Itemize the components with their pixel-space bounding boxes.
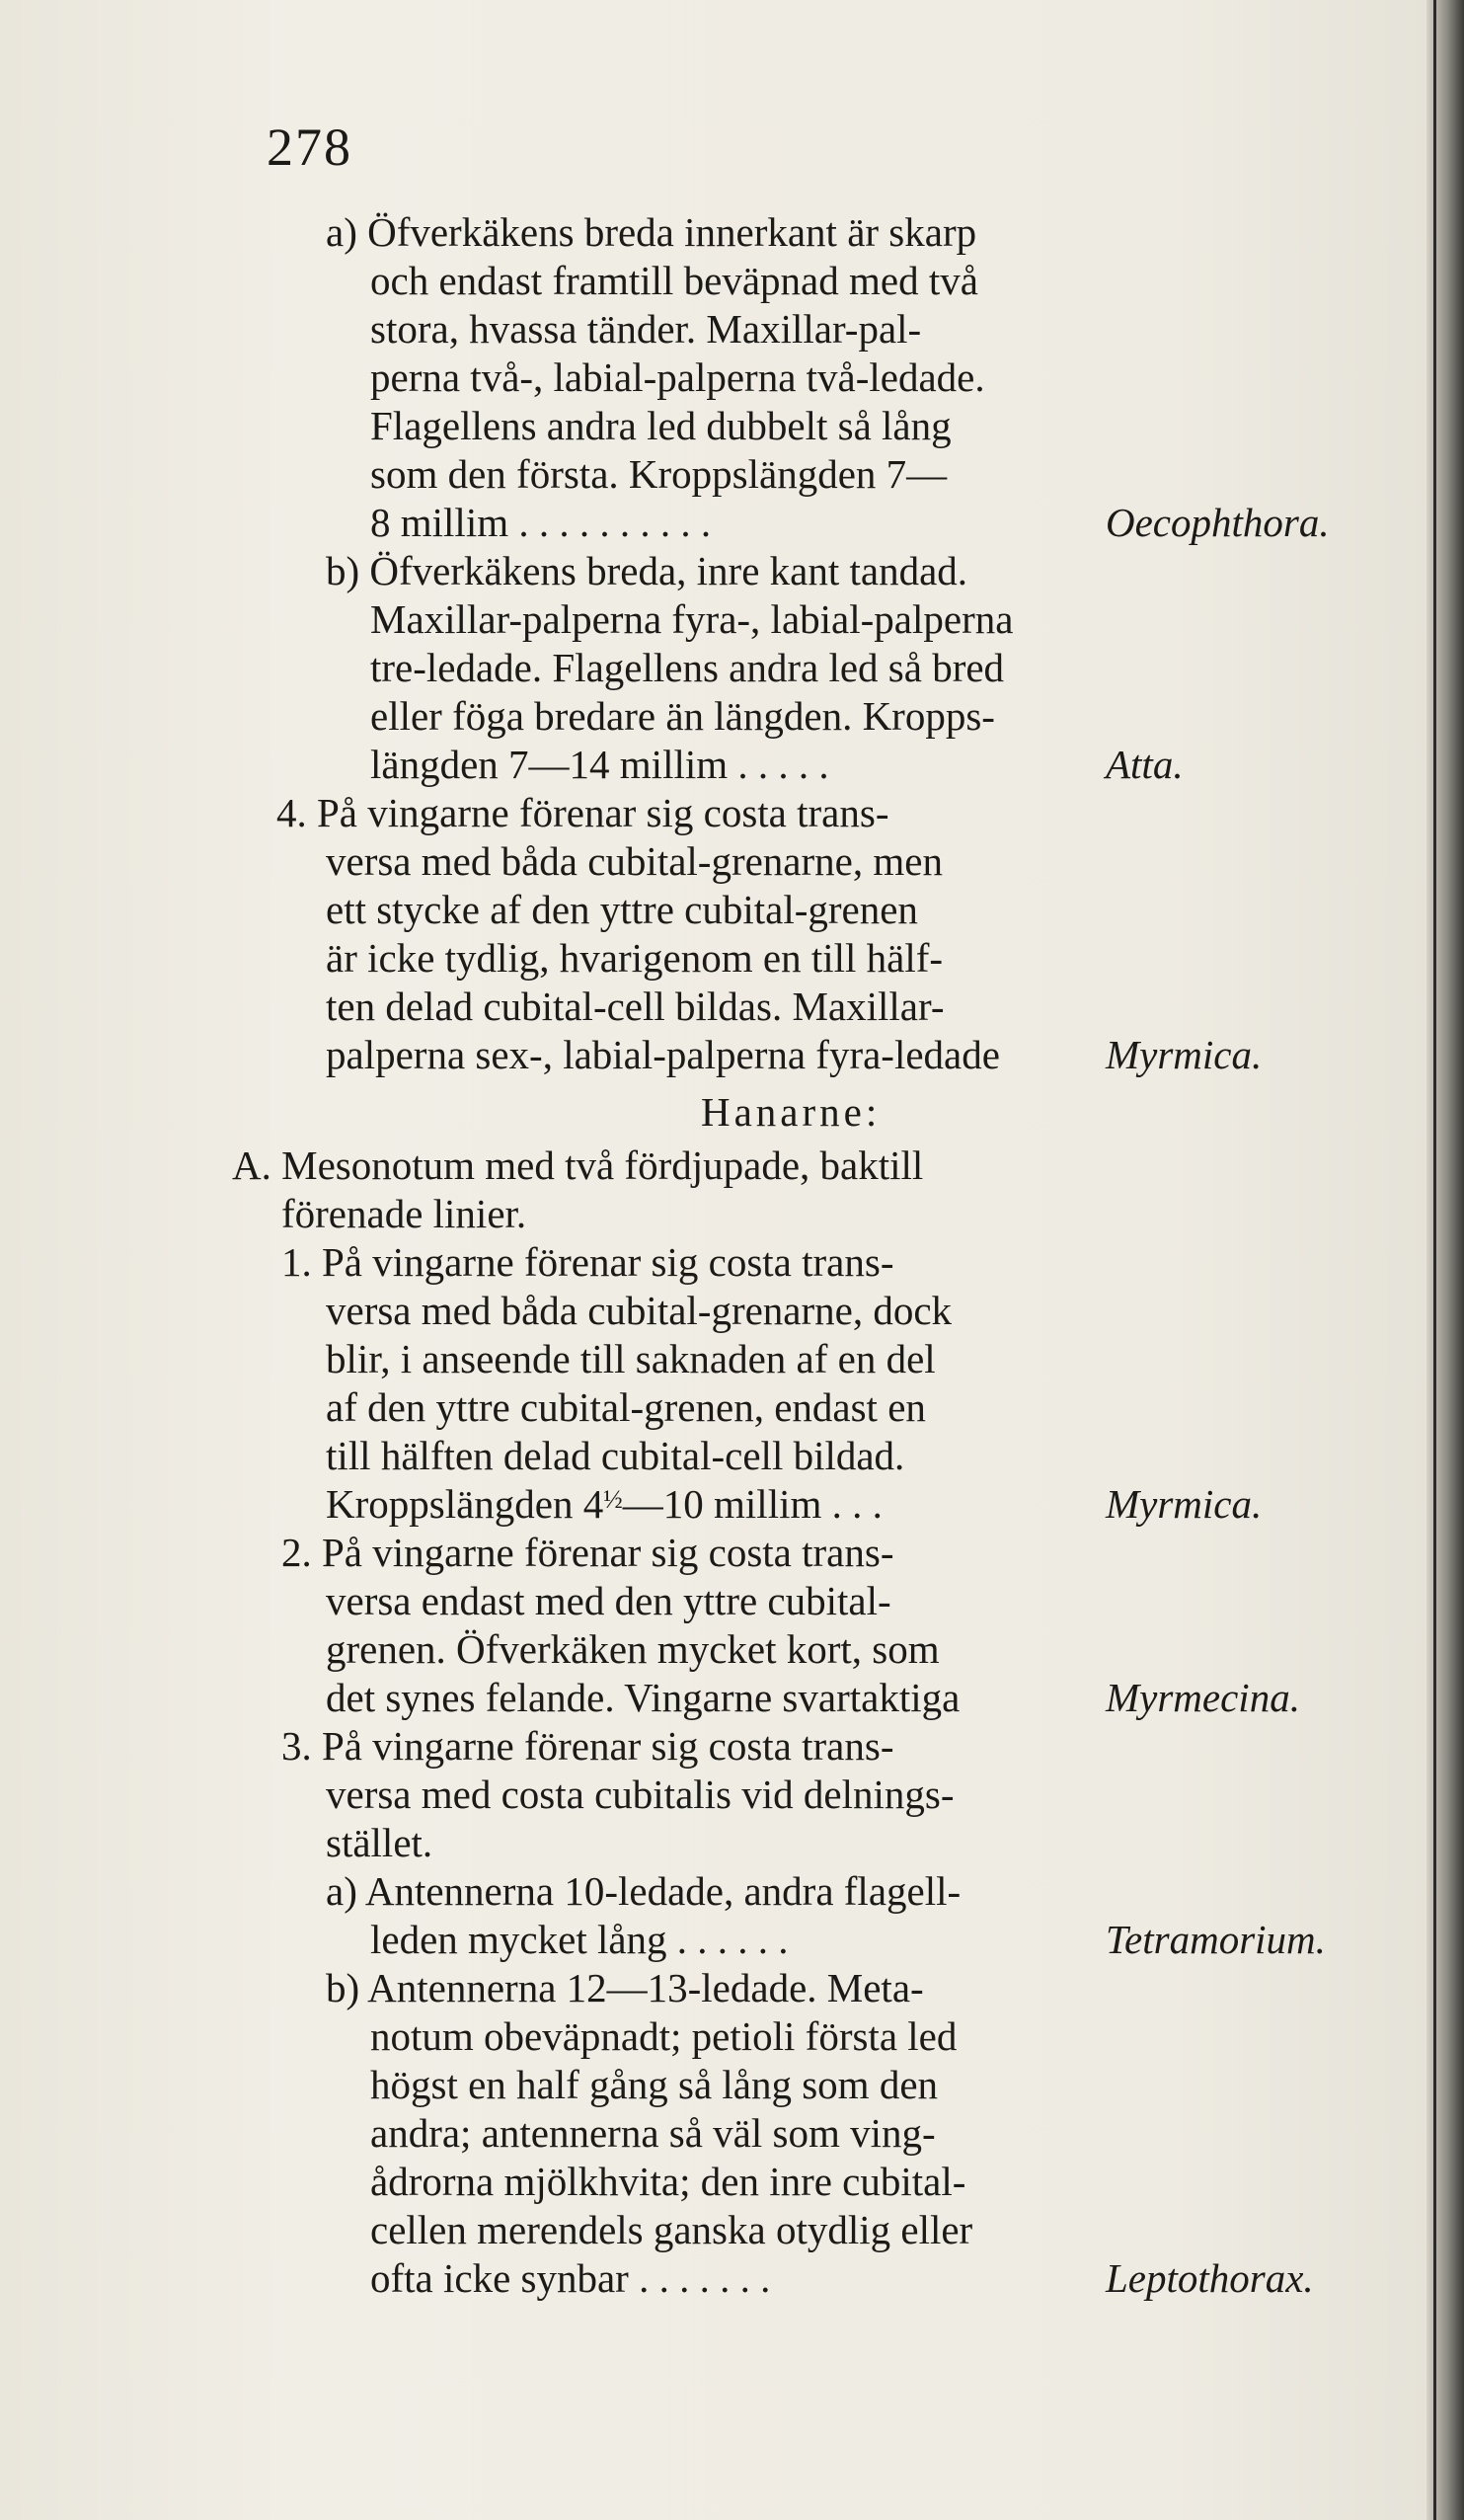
text-line: tre-ledade. Flagellens andra led så bred bbox=[370, 645, 1005, 690]
text-line: högst en half gång så lång som den bbox=[370, 2062, 939, 2107]
text-line: a) Antennerna 10-ledade, andra flagell- bbox=[326, 1868, 962, 1914]
text-line: grenen. Öfverkäken mycket kort, som bbox=[326, 1626, 940, 1672]
text-fragment: —10 millim . . . bbox=[622, 1481, 883, 1527]
genus-myrmica: Myrmica. bbox=[1106, 1481, 1263, 1527]
genus-atta: Atta. bbox=[1106, 742, 1184, 787]
text-line: versa med båda cubital-grenarne, men bbox=[326, 838, 943, 884]
section-heading-males: Hanarne: bbox=[701, 1089, 882, 1135]
text-line: Maxillar-palperna fyra-, labial-palperna bbox=[370, 596, 1014, 642]
text-line: är icke tydlig, hvarigenom en till hälf- bbox=[326, 935, 944, 981]
text-line: stället. bbox=[326, 1820, 433, 1865]
text-line: ten delad cubital-cell bildas. Maxillar- bbox=[326, 984, 945, 1029]
text-line: andra; antennerna så väl som ving- bbox=[370, 2110, 936, 2156]
text-line: a) Öfverkäkens breda innerkant är skarp bbox=[326, 209, 977, 255]
fraction-half: ½ bbox=[603, 1485, 623, 1514]
text-line: 3. På vingarne förenar sig costa trans- bbox=[281, 1723, 894, 1769]
page-edge-shadow bbox=[1426, 0, 1464, 2520]
text-line: b) Antennerna 12—13-ledade. Meta- bbox=[326, 1965, 924, 2010]
text-line: perna två-, labial-palperna två-ledade. bbox=[370, 354, 985, 400]
text-line: versa med båda cubital-grenarne, dock bbox=[326, 1288, 953, 1333]
text-line: versa endast med den yttre cubital- bbox=[326, 1578, 891, 1623]
page-edge-line bbox=[1433, 0, 1436, 2520]
text-line: cellen merendels ganska otydlig eller bbox=[370, 2207, 973, 2252]
text-line: b) Öfverkäkens breda, inre kant tandad. bbox=[326, 548, 968, 593]
text-line bbox=[326, 1481, 883, 1527]
text-line: eller föga bredare än längden. Kropps- bbox=[370, 693, 995, 739]
text-line: längden 7—14 millim . . . . . bbox=[370, 742, 829, 787]
text-line: notum obeväpnadt; petioli första led bbox=[370, 2013, 958, 2059]
genus-tetramorium: Tetramorium. bbox=[1106, 1917, 1326, 1962]
text-line: Flagellens andra led dubbelt så lång bbox=[370, 403, 952, 448]
text-line: 8 millim . . . . . . . . . . bbox=[370, 500, 712, 545]
text-line: versa med costa cubitalis vid delnings- bbox=[326, 1772, 955, 1817]
text-line: stora, hvassa tänder. Maxillar-pal- bbox=[370, 306, 922, 352]
genus-oecophthora: Oecophthora. bbox=[1106, 500, 1330, 545]
text-line: palperna sex-, labial-palperna fyra-ledade bbox=[326, 1032, 1000, 1077]
text-line: 1. På vingarne förenar sig costa trans- bbox=[281, 1239, 894, 1285]
genus-leptothorax: Leptothorax. bbox=[1106, 2255, 1314, 2301]
text-line: 4. På vingarne förenar sig costa trans- bbox=[276, 790, 889, 835]
text-line: och endast framtill beväpnad med två bbox=[370, 258, 978, 303]
text-line: af den yttre cubital-grenen, endast en bbox=[326, 1384, 926, 1430]
text-line: ett stycke af den yttre cubital-grenen bbox=[326, 887, 918, 932]
text-line: leden mycket lång . . . . . . bbox=[370, 1917, 789, 1962]
text-line: blir, i anseende till saknaden af en del bbox=[326, 1336, 936, 1381]
text-line: ådrorna mjölkhvita; den inre cubital- bbox=[370, 2159, 966, 2204]
text-line: 2. På vingarne förenar sig costa trans- bbox=[281, 1530, 894, 1575]
genus-myrmica: Myrmica. bbox=[1106, 1032, 1263, 1077]
genus-myrmecina: Myrmecina. bbox=[1106, 1675, 1300, 1720]
text-line: A. Mesonotum med två fördjupade, baktill bbox=[232, 1142, 924, 1188]
text-line: förenade linier. bbox=[281, 1191, 527, 1236]
text-line: till hälften delad cubital-cell bildad. bbox=[326, 1433, 905, 1478]
text-line: som den första. Kroppslängden 7— bbox=[370, 451, 948, 497]
text-fragment: Kroppslängden 4 bbox=[326, 1481, 604, 1527]
text-line: ofta icke synbar . . . . . . . bbox=[370, 2255, 771, 2301]
page-number: 278 bbox=[267, 118, 352, 177]
text-line: det synes felande. Vingarne svartaktiga bbox=[326, 1675, 961, 1720]
